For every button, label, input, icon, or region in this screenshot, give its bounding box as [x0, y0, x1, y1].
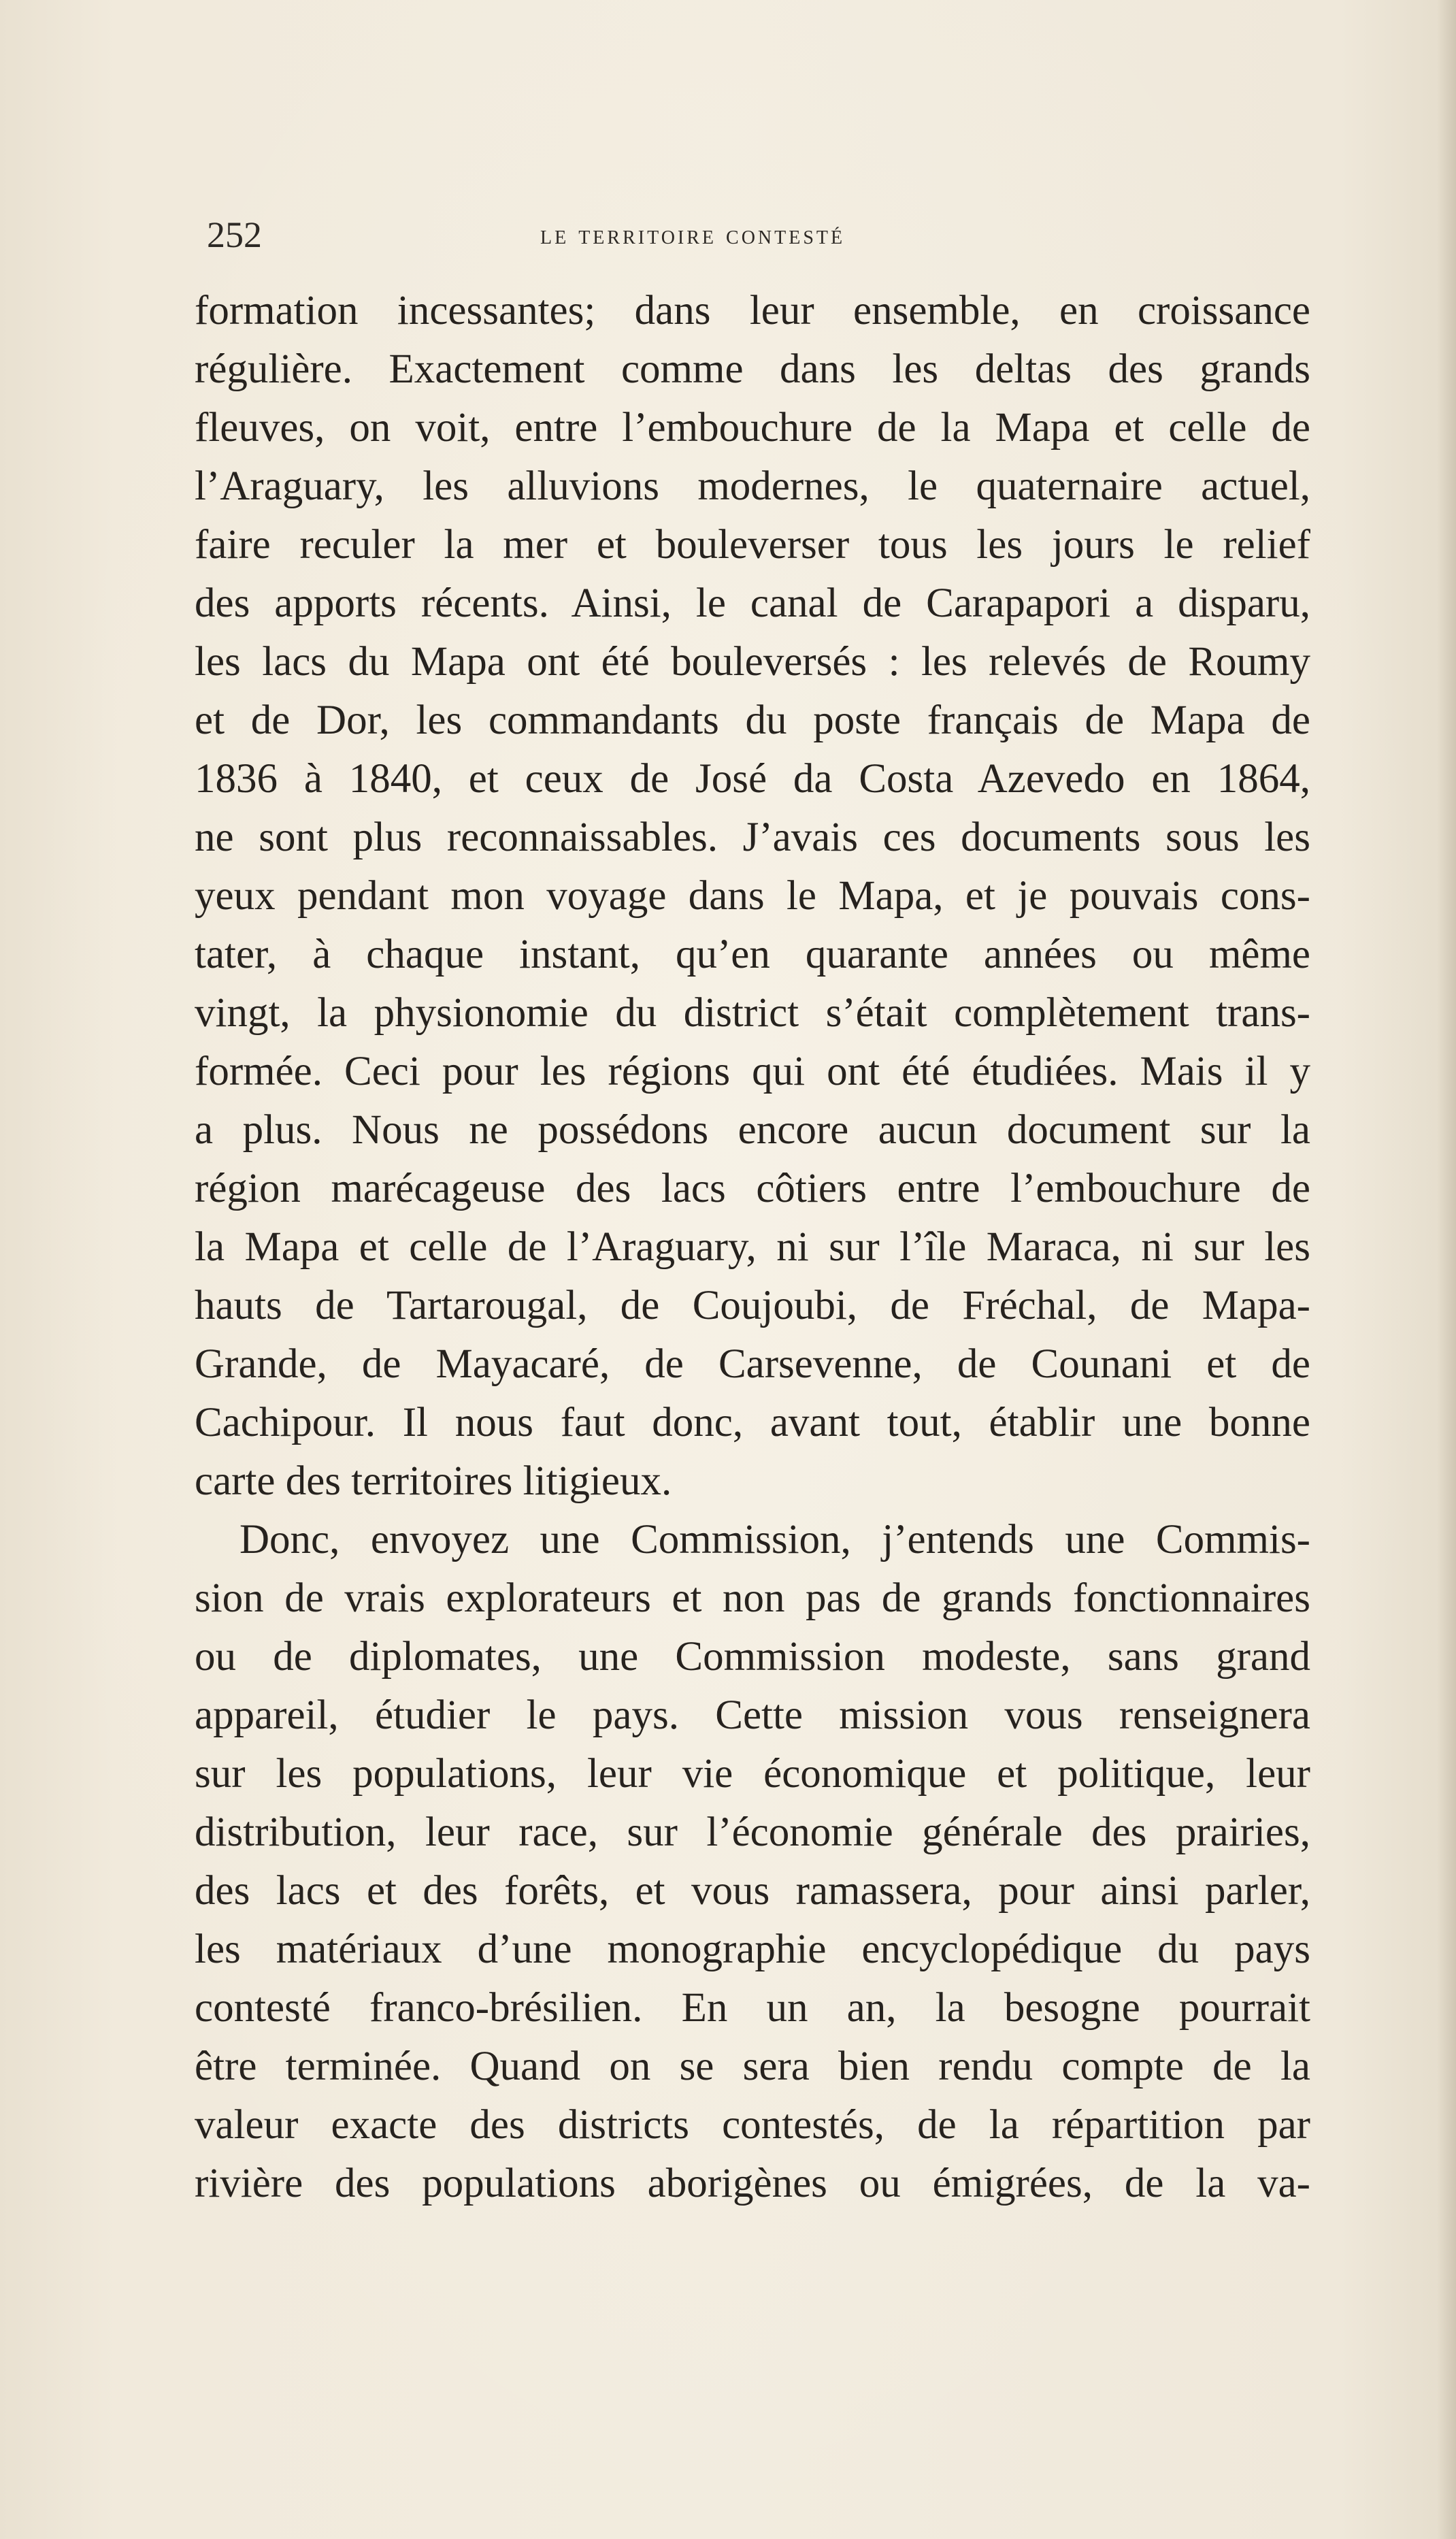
text-line: sion de vrais explorateurs et non pas de grands fonctionnaires	[195, 1575, 1310, 1621]
text-line: 1836 à 1840, et ceux de José da Costa Azevedo en 1864,	[195, 756, 1310, 802]
page-header	[207, 208, 1295, 262]
text-line: formée. Ceci pour les régions qui ont été étudiées. Mais il y	[195, 1049, 1310, 1094]
text-line: des lacs et des forêts, et vous ramassera, pour ainsi parler,	[195, 1868, 1310, 1914]
text-line: les matériaux d’une monographie encyclopédique du pays	[195, 1927, 1310, 1972]
body-text	[195, 282, 1310, 2213]
text-line: fleuves, on voit, entre l’embouchure de la Mapa et celle de	[195, 405, 1310, 451]
text-line: région marécageuse des lacs côtiers entre l’embouchure de	[195, 1166, 1310, 1211]
text-line: les lacs du Mapa ont été bouleversés : les relevés de Roumy	[195, 639, 1310, 685]
text-line: et de Dor, les commandants du poste français de Mapa de	[195, 698, 1310, 743]
text-line: Cachipour. Il nous faut donc, avant tout, établir une bonne	[195, 1400, 1310, 1445]
text-line: a plus. Nous ne possédons encore aucun document sur la	[195, 1107, 1310, 1153]
paragraph-2	[195, 1511, 1310, 2213]
text-line: contesté franco-brésilien. En un an, la besogne pourrait	[195, 1985, 1310, 2031]
text-line: régulière. Exactement comme dans les deltas des grands	[195, 346, 1310, 392]
page-number: 252	[207, 214, 262, 255]
paragraph-1	[195, 282, 1310, 1511]
text-line: la Mapa et celle de l’Araguary, ni sur l’île Maraca, ni sur les	[195, 1224, 1310, 1270]
text-line: l’Araguary, les alluvions modernes, le quaternaire actuel,	[195, 463, 1310, 509]
text-line: rivière des populations aborigènes ou émigrées, de la va-	[195, 2161, 1310, 2206]
text-line: ne sont plus reconnaissables. J’avais ces documents sous les	[195, 815, 1310, 860]
text-line: des apports récents. Ainsi, le canal de Carapapori a disparu,	[195, 580, 1310, 626]
text-line: Donc, envoyez une Commission, j’entends une Commis-	[239, 1517, 1310, 1562]
text-line: distribution, leur race, sur l’économie générale des prairies,	[195, 1809, 1310, 1855]
text-line: formation incessantes; dans leur ensemble, en croissance	[195, 288, 1310, 333]
text-line: sur les populations, leur vie économique et politique, leur	[195, 1751, 1310, 1797]
running-title: le territoire contesté	[540, 219, 846, 250]
text-line: hauts de Tartarougal, de Coujoubi, de Fréchal, de Mapa-	[195, 1283, 1310, 1328]
text-line: yeux pendant mon voyage dans le Mapa, et je pouvais cons-	[195, 873, 1310, 919]
text-line: Grande, de Mayacaré, de Carsevenne, de Counani et de	[195, 1341, 1310, 1387]
text-line: vingt, la physionomie du district s’était complètement trans-	[195, 990, 1310, 1036]
text-line: être terminée. Quand on se sera bien rendu compte de la	[195, 2044, 1310, 2089]
text-line: carte des territoires litigieux.	[195, 1458, 672, 1504]
text-line: ou de diplomates, une Commission modeste, sans grand	[195, 1634, 1310, 1680]
text-line: appareil, étudier le pays. Cette mission vous renseignera	[195, 1692, 1310, 1738]
text-line: tater, à chaque instant, qu’en quarante années ou même	[195, 932, 1310, 977]
page-edge-shadow	[1437, 0, 1456, 2539]
text-line: faire reculer la mer et bouleverser tous les jours le relief	[195, 522, 1310, 568]
text-line: valeur exacte des districts contestés, de la répartition par	[195, 2102, 1310, 2148]
